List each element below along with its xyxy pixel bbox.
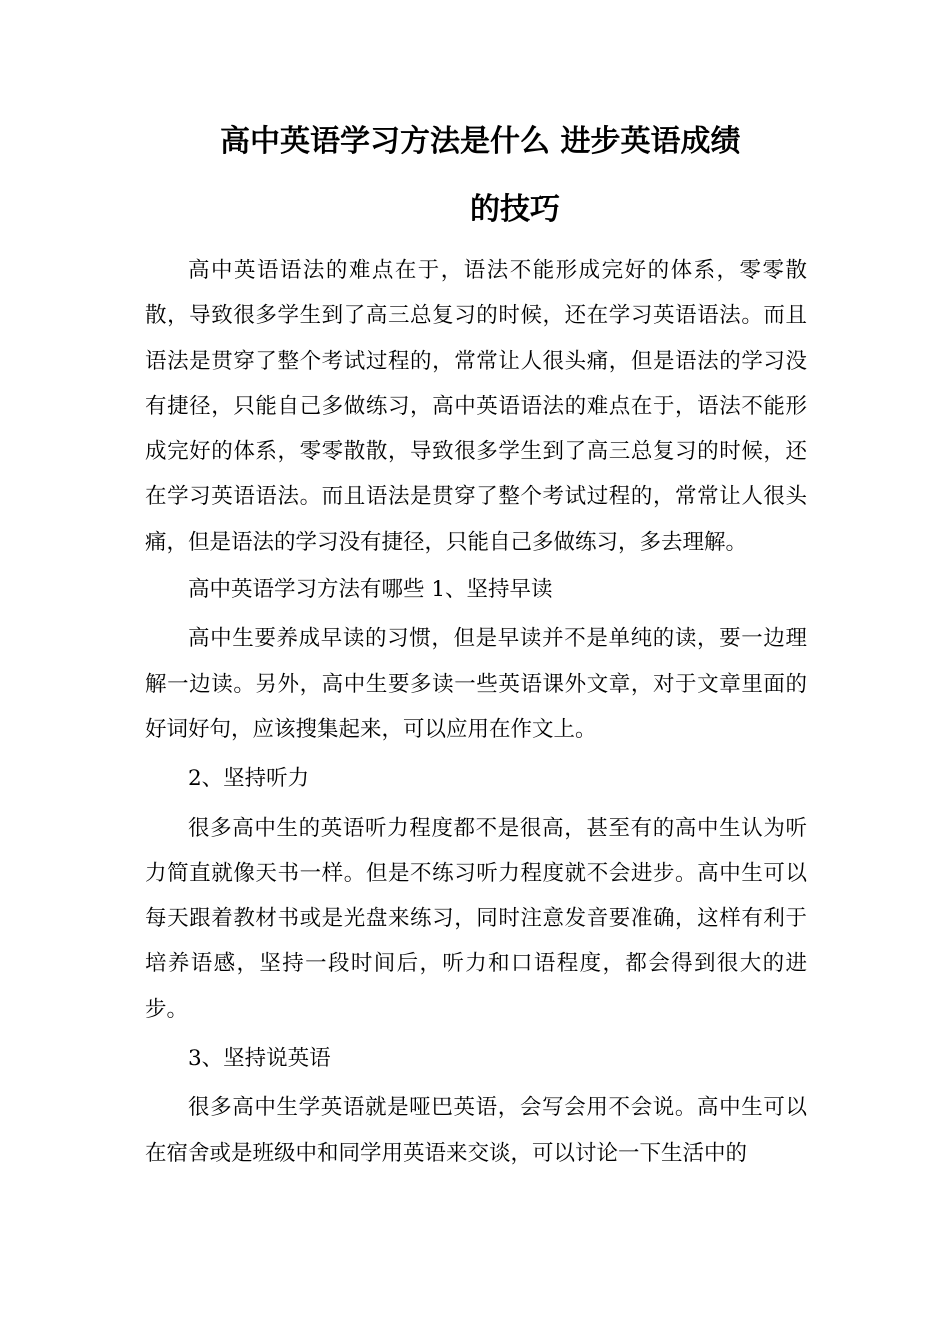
paragraph-method-heading: 高中英语学习方法有哪些 1、坚持早读 [188,577,553,603]
paragraph-morning-reading: 高中生要养成早读的习惯，但是早读并不是单纯的读，要一边理解一边读。另外，高中生要多读一些英语课外文章，对于文章里面的好词好句，应该搜集起来，可以应用在作文上。 [145,626,807,742]
document-title-line-2: 的技巧 [470,192,560,227]
paragraph-listening: 很多高中生的英语听力程度都不是很高，甚至有的高中生认为听力简直就像天书一样。但是不练习听力程度就不会进步。高中生可以每天跟着教材书或是光盘来练习，同时注意发音要准确，这样有利于培养语感，坚持一段时间后，听力和口语程度，都会得到很大的进步。 [145,815,807,1022]
paragraph-speaking-heading: 3、坚持说英语 [188,1046,331,1072]
document-body [145,248,807,1178]
paragraph-speaking: 很多高中生学英语就是哑巴英语，会写会用不会说。高中生可以在宿舍或是班级中和同学用英语来交谈，可以讨论一下生活中的 [145,1095,807,1166]
paragraph-grammar: 高中英语语法的难点在于，语法不能形成完好的体系，零零散散，导致很多学生到了高三总复习的时候，还在学习英语语法。而且语法是贯穿了整个考试过程的，常常让人很头痛，但是语法的学习没有捷径，只能自己多做练习，高中英语语法的难点在于，语法不能形成完好的体系，零零散散，导致很多学生到了高三总复习的时候，还在学习英语语法。而且语法是贯穿了整个考试过程的，常常让人很头痛，但是语法的学习没有捷径，只能自己多做练习，多去理解。 [145,258,807,555]
document-title-line-1: 高中英语学习方法是什么 进步英语成绩 [220,124,741,159]
paragraph-listening-heading: 2、坚持听力 [188,766,310,792]
